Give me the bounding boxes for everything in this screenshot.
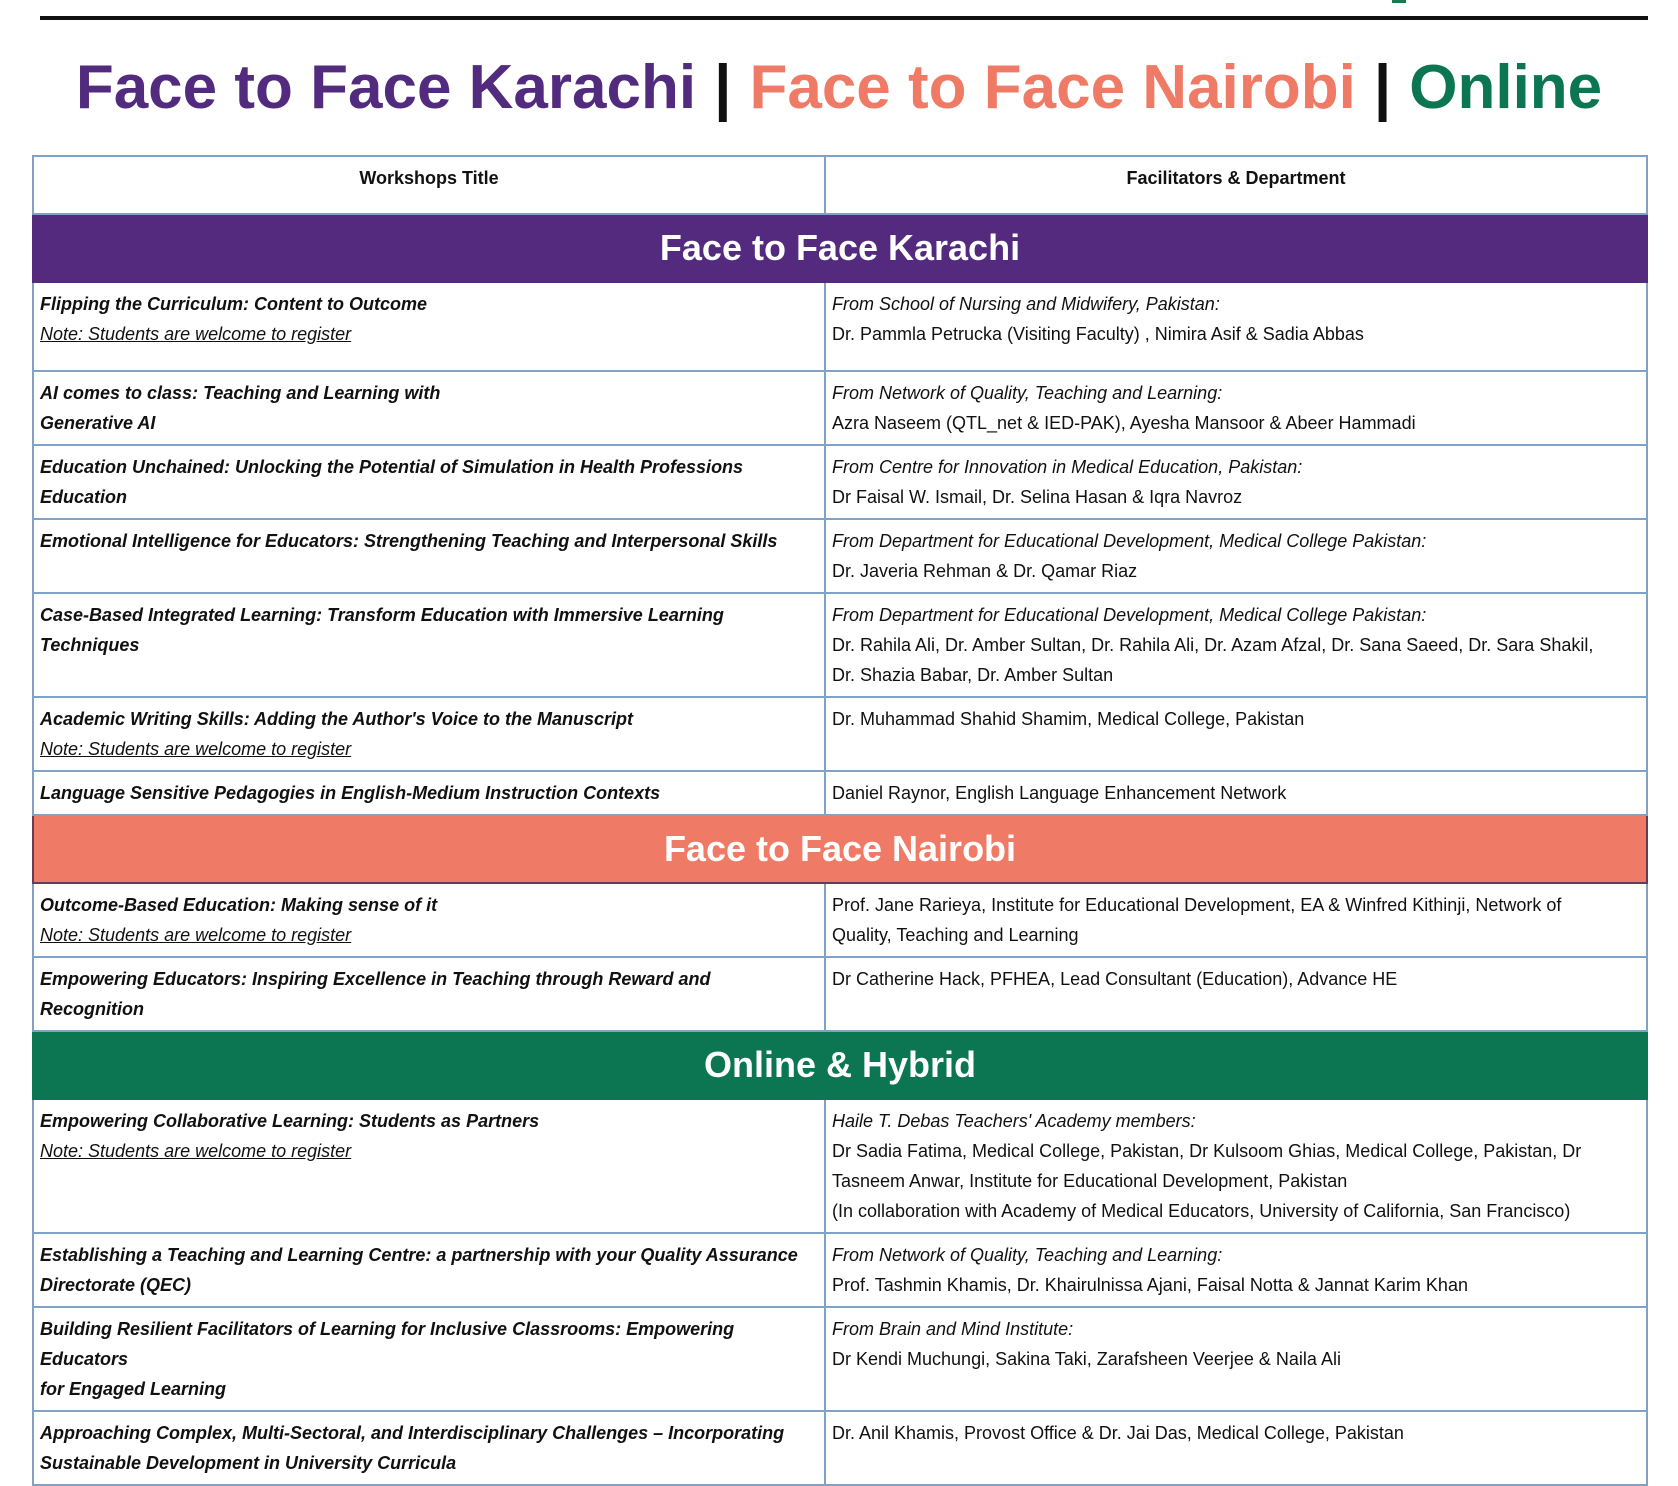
workshop-title: Empowering Collaborative Learning: Students as Partners [40, 1111, 540, 1131]
facilitators-cell [825, 371, 1647, 445]
student-note: Note: Students are welcome to register [40, 324, 352, 344]
headline-separator-2: | [1373, 53, 1392, 122]
section-label: Face to Face Nairobi [33, 815, 1647, 883]
table-row [33, 519, 1647, 593]
workshop-title: Sustainable Development in University Curricula [40, 1453, 457, 1473]
top-rule [40, 16, 1648, 20]
facilitators-cell [825, 883, 1647, 957]
table-row [33, 957, 1647, 1031]
facilitator-department: From School of Nursing and Midwifery, Pakistan: [832, 294, 1220, 314]
section-online [33, 1031, 1647, 1099]
workshop-table [32, 155, 1648, 1486]
facilitators-cell [825, 282, 1647, 371]
workshop-title: Generative AI [40, 413, 156, 433]
table-row [33, 282, 1647, 371]
student-note: Note: Students are welcome to register [40, 1141, 352, 1161]
workshop-title: Education [40, 487, 128, 507]
facilitators-cell [825, 957, 1647, 1031]
workshop-title-cell [33, 1099, 825, 1233]
workshop-title: Language Sensitive Pedagogies in English-Medium Instruction Contexts [40, 783, 661, 803]
facilitator-names: Dr Catherine Hack, PFHEA, Lead Consultant (Education), Advance HE [832, 969, 1398, 989]
table-row [33, 771, 1647, 815]
facilitator-names: Dr Kendi Muchungi, Sakina Taki, Zarafsheen Veerjee & Naila Ali [832, 1349, 1341, 1369]
headline-nairobi: Face to Face Nairobi [749, 53, 1356, 122]
facilitator-names: Daniel Raynor, English Language Enhancement Network [832, 783, 1287, 803]
facilitator-names: Azra Naseem (QTL_net & IED-PAK), Ayesha Mansoor & Abeer Hammadi [832, 413, 1416, 433]
table-row [33, 593, 1647, 697]
facilitators-cell [825, 445, 1647, 519]
table-row [33, 1307, 1647, 1411]
facilitators-cell [825, 519, 1647, 593]
workshop-title: Techniques [40, 635, 140, 655]
workshop-title-cell [33, 593, 825, 697]
facilitator-names: Dr Sadia Fatima, Medical College, Pakistan, Dr Kulsoom Ghias, Medical College, Pakistan, Dr [832, 1141, 1582, 1161]
workshop-title: Flipping the Curriculum: Content to Outcome [40, 294, 427, 314]
facilitators-cell [825, 593, 1647, 697]
facilitator-department: From Brain and Mind Institute: [832, 1319, 1074, 1339]
workshop-title-cell [33, 1411, 825, 1485]
facilitator-department: From Network of Quality, Teaching and Learning: [832, 1245, 1223, 1265]
facilitator-names: Dr Faisal W. Ismail, Dr. Selina Hasan & Iqra Navroz [832, 487, 1243, 507]
workshop-title-cell [33, 519, 825, 593]
workshop-title-cell [33, 697, 825, 771]
workshop-title: Building Resilient Facilitators of Learning for Inclusive Classrooms: Empowering Educators [40, 1319, 735, 1369]
facilitator-department: From Department for Educational Development, Medical College Pakistan: [832, 531, 1427, 551]
table-row [33, 697, 1647, 771]
facilitator-department: From Department for Educational Development, Medical College Pakistan: [832, 605, 1427, 625]
workshop-title-cell [33, 771, 825, 815]
corner-mark [1392, 0, 1406, 3]
workshop-title: Outcome-Based Education: Making sense of it [40, 895, 438, 915]
workshop-title-cell [33, 371, 825, 445]
workshop-title-cell [33, 883, 825, 957]
workshop-title-cell [33, 282, 825, 371]
section-label: Face to Face Karachi [33, 214, 1647, 282]
facilitator-names: Dr. Shazia Babar, Dr. Amber Sultan [832, 665, 1114, 685]
facilitator-department: From Centre for Innovation in Medical Education, Pakistan: [832, 457, 1303, 477]
facilitator-names: Dr. Muhammad Shahid Shamim, Medical College, Pakistan [832, 709, 1305, 729]
student-note: Note: Students are welcome to register [40, 739, 352, 759]
headline-separator-1: | [714, 53, 732, 122]
headline-online: Online [1409, 53, 1603, 122]
workshop-title: Case-Based Integrated Learning: Transform Education with Immersive Learning [40, 605, 724, 625]
page-headline [0, 52, 1678, 123]
karachi-rows [33, 282, 1647, 815]
column-header-title: Workshops Title [33, 156, 825, 214]
facilitator-department: From Network of Quality, Teaching and Learning: [832, 383, 1223, 403]
headline-karachi: Face to Face Karachi [75, 53, 697, 122]
facilitator-names: Quality, Teaching and Learning [832, 925, 1079, 945]
workshop-title-cell [33, 1233, 825, 1307]
nairobi-rows [33, 883, 1647, 1031]
workshop-title: Approaching Complex, Multi-Sectoral, and Interdisciplinary Challenges – Incorporating [40, 1423, 785, 1443]
workshop-title-cell [33, 957, 825, 1031]
workshop-title: for Engaged Learning [40, 1379, 227, 1399]
column-header-row [33, 156, 1647, 214]
facilitator-names: Dr. Javeria Rehman & Dr. Qamar Riaz [832, 561, 1138, 581]
column-header-facilitators: Facilitators & Department [825, 156, 1647, 214]
section-label: Online & Hybrid [33, 1031, 1647, 1099]
facilitator-names: Dr. Rahila Ali, Dr. Amber Sultan, Dr. Rahila Ali, Dr. Azam Afzal, Dr. Sana Saeed, Dr. Sara Shakil, [832, 635, 1594, 655]
facilitators-cell [825, 1099, 1647, 1233]
facilitator-names: Dr. Anil Khamis, Provost Office & Dr. Jai Das, Medical College, Pakistan [832, 1423, 1404, 1443]
table-row [33, 1411, 1647, 1485]
student-note: Note: Students are welcome to register [40, 925, 352, 945]
workshop-title: Directorate (QEC) [40, 1275, 192, 1295]
facilitator-names: (In collaboration with Academy of Medical Educators, University of California, San Francisco) [832, 1201, 1571, 1221]
workshop-title: AI comes to class: Teaching and Learning with [40, 383, 441, 403]
facilitators-cell [825, 771, 1647, 815]
facilitators-cell [825, 1307, 1647, 1411]
table-row [33, 1099, 1647, 1233]
section-karachi [33, 214, 1647, 282]
workshop-title-cell [33, 445, 825, 519]
workshop-title: Emotional Intelligence for Educators: Strengthening Teaching and Interpersonal Skills [40, 531, 778, 551]
online-rows [33, 1099, 1647, 1485]
facilitator-names: Prof. Jane Rarieya, Institute for Educational Development, EA & Winfred Kithinji, Network of [832, 895, 1562, 915]
table-row [33, 1233, 1647, 1307]
facilitators-cell [825, 1233, 1647, 1307]
facilitator-names: Prof. Tashmin Khamis, Dr. Khairulnissa Ajani, Faisal Notta & Jannat Karim Khan [832, 1275, 1468, 1295]
table-row [33, 445, 1647, 519]
facilitators-cell [825, 697, 1647, 771]
facilitator-names: Tasneem Anwar, Institute for Educational Development, Pakistan [832, 1171, 1348, 1191]
workshop-title: Empowering Educators: Inspiring Excellence in Teaching through Reward and Recognition [40, 969, 711, 1019]
section-nairobi [33, 815, 1647, 883]
workshop-title-cell [33, 1307, 825, 1411]
table-row [33, 883, 1647, 957]
workshop-title: Establishing a Teaching and Learning Centre: a partnership with your Quality Assurance [40, 1245, 798, 1265]
workshop-title: Education Unchained: Unlocking the Potential of Simulation in Health Professions [40, 457, 744, 477]
facilitators-cell [825, 1411, 1647, 1485]
table-row [33, 371, 1647, 445]
facilitator-department: Haile T. Debas Teachers' Academy members: [832, 1111, 1196, 1131]
workshop-title: Academic Writing Skills: Adding the Author's Voice to the Manuscript [40, 709, 634, 729]
facilitator-names: Dr. Pammla Petrucka (Visiting Faculty) , Nimira Asif & Sadia Abbas [832, 324, 1364, 344]
